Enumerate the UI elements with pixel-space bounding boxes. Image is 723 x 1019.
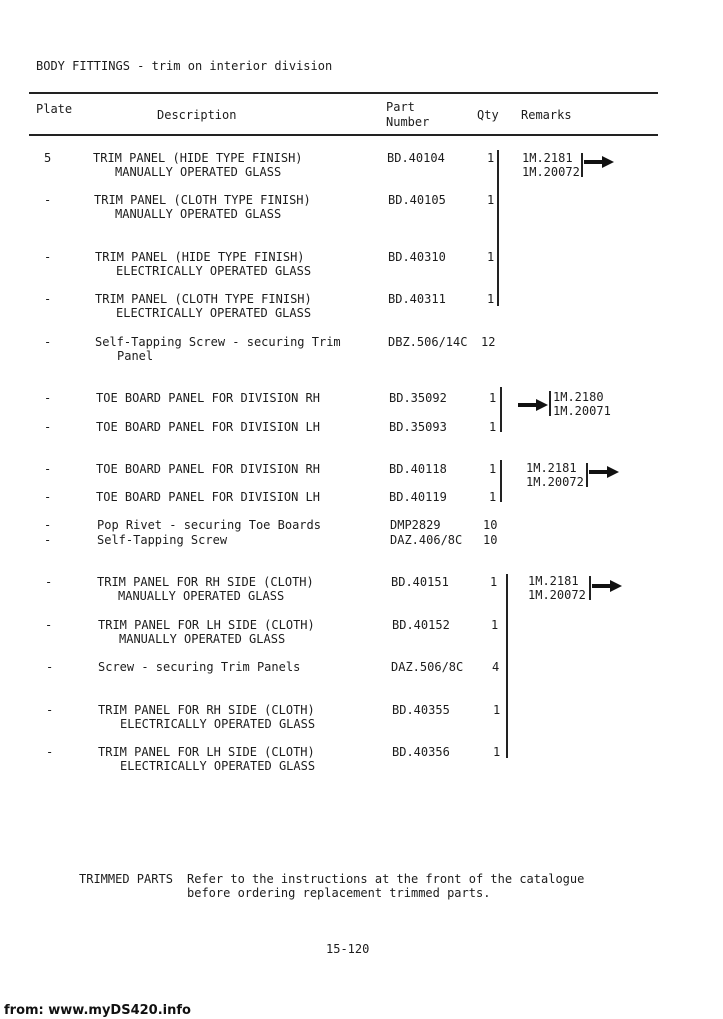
row-part-number: BD.40311	[388, 292, 446, 306]
row-description: TOE BOARD PANEL FOR DIVISION RH	[96, 391, 320, 405]
remark-bracket	[581, 153, 583, 177]
header-bottom-rule	[29, 134, 658, 136]
row-part-number: DBZ.506/14C	[388, 335, 468, 349]
group-bracket	[506, 574, 508, 758]
remark-from: 1M.2181	[526, 461, 577, 475]
row-part-number: DAZ.506/8C	[391, 660, 464, 674]
remark-from: 1M.2180	[553, 390, 604, 404]
note-line1: Refer to the instructions at the front of the catalogue	[187, 872, 585, 886]
row-qty: 1	[493, 703, 501, 717]
row-plate: -	[44, 391, 52, 405]
row-part-number: BD.35093	[389, 420, 447, 434]
row-description: TRIM PANEL (CLOTH TYPE FINISH)	[95, 292, 312, 306]
row-description: TOE BOARD PANEL FOR DIVISION LH	[96, 490, 320, 504]
row-description: TRIM PANEL (HIDE TYPE FINISH)	[95, 250, 305, 264]
remark-to: 1M.20071	[553, 404, 611, 418]
row-description-sub: Panel	[117, 349, 154, 363]
row-description: TRIM PANEL (CLOTH TYPE FINISH)	[94, 193, 311, 207]
remark-from: 1M.2181	[528, 574, 579, 588]
row-plate: -	[44, 193, 52, 207]
row-part-number: BD.40355	[392, 703, 450, 717]
header-top-rule	[29, 92, 658, 94]
row-plate: -	[46, 660, 54, 674]
row-plate: -	[44, 250, 52, 264]
column-header-part-line2: Number	[386, 115, 430, 129]
arrow-right-icon	[592, 580, 622, 592]
remark-to: 1M.20072	[522, 165, 580, 179]
page-number: 15-120	[326, 942, 370, 956]
row-description-sub: MANUALLY OPERATED GLASS	[115, 207, 282, 221]
row-plate: -	[45, 575, 53, 589]
row-description: TRIM PANEL FOR LH SIDE (CLOTH)	[98, 745, 315, 759]
row-part-number: BD.40105	[388, 193, 446, 207]
row-part-number: BD.40104	[387, 151, 445, 165]
row-qty: 1	[487, 292, 495, 306]
row-qty: 1	[487, 193, 495, 207]
row-part-number: DMP2829	[390, 518, 441, 532]
note-line2: before ordering replacement trimmed parts.	[187, 886, 491, 900]
remark-to: 1M.20072	[528, 588, 586, 602]
arrow-right-icon	[518, 399, 548, 411]
row-description-sub: MANUALLY OPERATED GLASS	[115, 165, 282, 179]
row-description: TRIM PANEL FOR LH SIDE (CLOTH)	[98, 618, 315, 632]
row-description-sub: ELECTRICALLY OPERATED GLASS	[120, 717, 316, 731]
row-plate: -	[46, 703, 54, 717]
group-bracket	[500, 460, 502, 502]
row-part-number: BD.40310	[388, 250, 446, 264]
source-footer: from: www.myDS420.info	[4, 1003, 191, 1018]
row-description-sub: MANUALLY OPERATED GLASS	[119, 632, 286, 646]
row-description-sub: ELECTRICALLY OPERATED GLASS	[116, 264, 312, 278]
row-part-number: DAZ.406/8C	[390, 533, 463, 547]
row-plate: -	[44, 292, 52, 306]
row-qty: 1	[493, 745, 501, 759]
row-part-number: BD.40356	[392, 745, 450, 759]
row-qty: 4	[492, 660, 500, 674]
column-header-remarks: Remarks	[521, 108, 572, 122]
row-qty: 1	[490, 575, 498, 589]
row-plate: -	[46, 745, 54, 759]
row-plate: -	[44, 490, 52, 504]
remark-bracket	[589, 576, 591, 600]
row-plate: -	[44, 533, 52, 547]
group-bracket	[497, 150, 499, 306]
row-plate: -	[44, 335, 52, 349]
note-label: TRIMMED PARTS	[79, 872, 173, 886]
row-plate: -	[44, 420, 52, 434]
row-description-sub: ELECTRICALLY OPERATED GLASS	[116, 306, 312, 320]
row-part-number: BD.40151	[391, 575, 449, 589]
row-description-sub: ELECTRICALLY OPERATED GLASS	[120, 759, 316, 773]
arrow-right-icon	[584, 156, 614, 168]
row-description: TRIM PANEL FOR RH SIDE (CLOTH)	[98, 703, 315, 717]
row-qty: 1	[487, 151, 495, 165]
row-part-number: BD.40152	[392, 618, 450, 632]
remark-from: 1M.2181	[522, 151, 573, 165]
remark-to: 1M.20072	[526, 475, 584, 489]
row-qty: 10	[483, 533, 498, 547]
row-description: Self-Tapping Screw - securing Trim	[95, 335, 341, 349]
group-bracket	[500, 387, 502, 432]
column-header-description: Description	[157, 108, 237, 122]
row-qty: 1	[489, 462, 497, 476]
row-part-number: BD.40118	[389, 462, 447, 476]
row-qty: 1	[489, 391, 497, 405]
arrow-right-icon	[589, 466, 619, 478]
row-qty: 10	[483, 518, 498, 532]
row-description: Screw - securing Trim Panels	[98, 660, 301, 674]
row-plate: -	[44, 518, 52, 532]
remark-bracket	[586, 463, 588, 487]
row-plate: 5	[44, 151, 52, 165]
row-description: Self-Tapping Screw	[97, 533, 228, 547]
row-part-number: BD.35092	[389, 391, 447, 405]
column-header-part-line1: Part	[386, 100, 415, 114]
row-plate: -	[45, 618, 53, 632]
page-title: BODY FITTINGS - trim on interior division	[36, 59, 333, 73]
row-qty: 1	[489, 490, 497, 504]
row-description: TRIM PANEL (HIDE TYPE FINISH)	[93, 151, 303, 165]
row-plate: -	[44, 462, 52, 476]
column-header-plate: Plate	[36, 102, 73, 116]
row-description: Pop Rivet - securing Toe Boards	[97, 518, 321, 532]
row-description: TRIM PANEL FOR RH SIDE (CLOTH)	[97, 575, 314, 589]
row-qty: 1	[491, 618, 499, 632]
row-qty: 1	[489, 420, 497, 434]
row-part-number: BD.40119	[389, 490, 447, 504]
row-description-sub: MANUALLY OPERATED GLASS	[118, 589, 285, 603]
remark-bracket	[549, 391, 551, 416]
row-description: TOE BOARD PANEL FOR DIVISION LH	[96, 420, 320, 434]
row-qty: 1	[487, 250, 495, 264]
row-qty: 12	[481, 335, 496, 349]
row-description: TOE BOARD PANEL FOR DIVISION RH	[96, 462, 320, 476]
column-header-qty: Qty	[477, 108, 499, 122]
